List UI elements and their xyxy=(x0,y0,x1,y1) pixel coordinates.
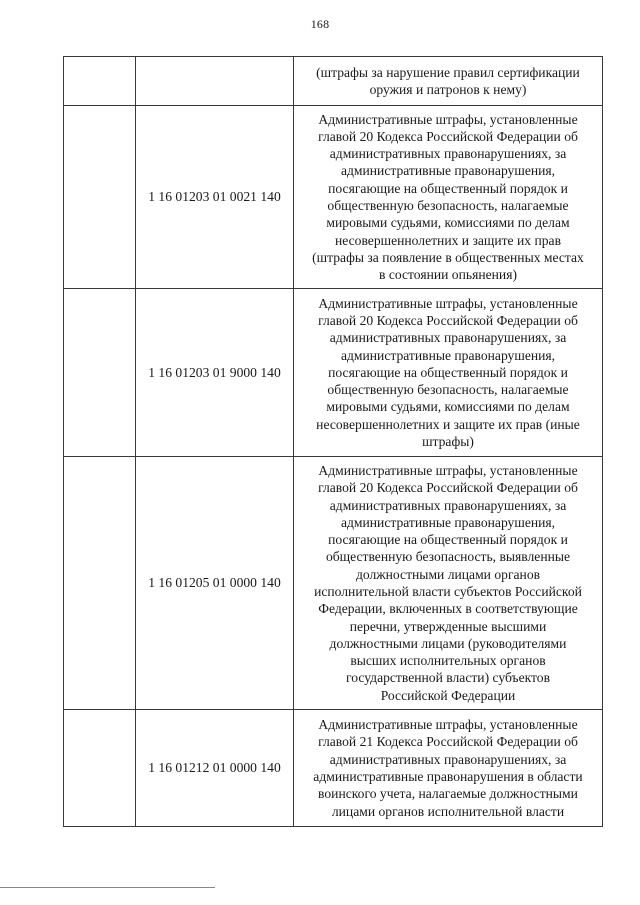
table-cell-empty xyxy=(64,106,136,289)
description-line: главой 20 Кодекса Российской Федерации об xyxy=(318,312,578,328)
description-line: административных правонарушениях, за xyxy=(329,146,567,162)
description-line: исполнительной власти субъектов Российской xyxy=(314,584,582,599)
page-bottom-divider xyxy=(0,887,215,888)
description-line: несовершеннолетних и защите их прав (иные xyxy=(316,416,580,432)
budget-code-cell: 1 16 01205 01 0000 140 xyxy=(136,457,294,710)
table-row xyxy=(64,710,603,827)
description-line: мировыми судьями, комиссиями по делам xyxy=(326,215,570,231)
table-row xyxy=(64,106,603,289)
description-line: административные правонарушения в области xyxy=(313,769,583,784)
description-line: государственной власти) субъектов xyxy=(345,670,551,686)
description-line: главой 21 Кодекса Российской Федерации об xyxy=(318,734,578,750)
description-line: мировыми судьями, комиссиями по делам xyxy=(326,399,570,415)
page-number: 168 xyxy=(310,17,330,31)
table-cell-empty xyxy=(64,289,136,457)
description-line: в состоянии опьянения) xyxy=(379,267,517,283)
table-row xyxy=(64,289,603,457)
description-line: административные правонарушения, xyxy=(340,514,556,530)
description-line: Федерации, включенных в соответствующие xyxy=(318,601,578,617)
description-line: воинского учета, налагаемые должностными xyxy=(318,786,578,802)
description-cell xyxy=(294,710,603,827)
description-line: Российской Федерации xyxy=(380,687,516,703)
description-line: главой 20 Кодекса Российской Федерации об xyxy=(318,128,578,144)
description-line: Административные штрафы, установленные xyxy=(318,295,578,311)
description-cell xyxy=(294,57,603,106)
description-line: лицами органов исполнительной власти xyxy=(331,803,565,819)
description-line: посягающие на общественный порядок и xyxy=(328,364,568,380)
description-line: посягающие на общественный порядок и xyxy=(328,180,568,196)
description-line: штрафы) xyxy=(422,434,474,450)
description-line: (штрафы за нарушение правил сертификации xyxy=(316,64,580,80)
description-cell xyxy=(294,289,603,457)
table-cell-empty xyxy=(64,457,136,710)
description-cell xyxy=(294,106,603,289)
budget-code-cell: 1 16 01203 01 0021 140 xyxy=(136,106,294,289)
description-line: общественную безопасность, налагаемые xyxy=(327,198,569,213)
budget-code-cell: 1 16 01203 01 9000 140 xyxy=(136,289,294,457)
table-cell-empty xyxy=(64,57,136,106)
description-line: административных правонарушениях, за xyxy=(329,330,567,346)
description-line: Административные штрафы, установленные xyxy=(318,111,578,127)
description-line: посягающие на общественный порядок и xyxy=(328,532,568,548)
description-line: должностными лицами (руководителями xyxy=(329,635,567,651)
description-line: административные правонарушения, xyxy=(340,163,556,179)
description-line: общественную безопасность, налагаемые xyxy=(327,382,569,398)
description-line: Административные штрафы, установленные xyxy=(318,462,578,478)
budget-code-table xyxy=(63,56,603,827)
description-line: (штрафы за появление в общественных местах xyxy=(312,249,584,265)
table-row xyxy=(64,457,603,710)
budget-code-cell: 1 16 01212 01 0000 140 xyxy=(136,710,294,827)
description-line: должностными лицами органов xyxy=(355,566,541,582)
description-line: главой 20 Кодекса Российской Федерации об xyxy=(318,480,578,496)
description-line: Административные штрафы, установленные xyxy=(318,717,578,733)
description-cell xyxy=(294,457,603,710)
budget-code-cell xyxy=(136,57,294,106)
description-line: несовершеннолетних и защите их прав xyxy=(334,232,561,248)
table-cell-empty xyxy=(64,710,136,827)
description-line: общественную безопасность, выявленные xyxy=(325,549,571,565)
table-row xyxy=(64,57,603,106)
description-line: административных правонарушениях, за xyxy=(329,751,567,767)
description-line: оружия и патронов к нему) xyxy=(369,82,527,97)
description-line: административных правонарушениях, за xyxy=(329,497,567,513)
description-line: административные правонарушения, xyxy=(340,347,556,363)
description-line: высших исполнительных органов xyxy=(350,653,546,669)
description-line: перечни, утвержденные высшими xyxy=(349,618,547,634)
